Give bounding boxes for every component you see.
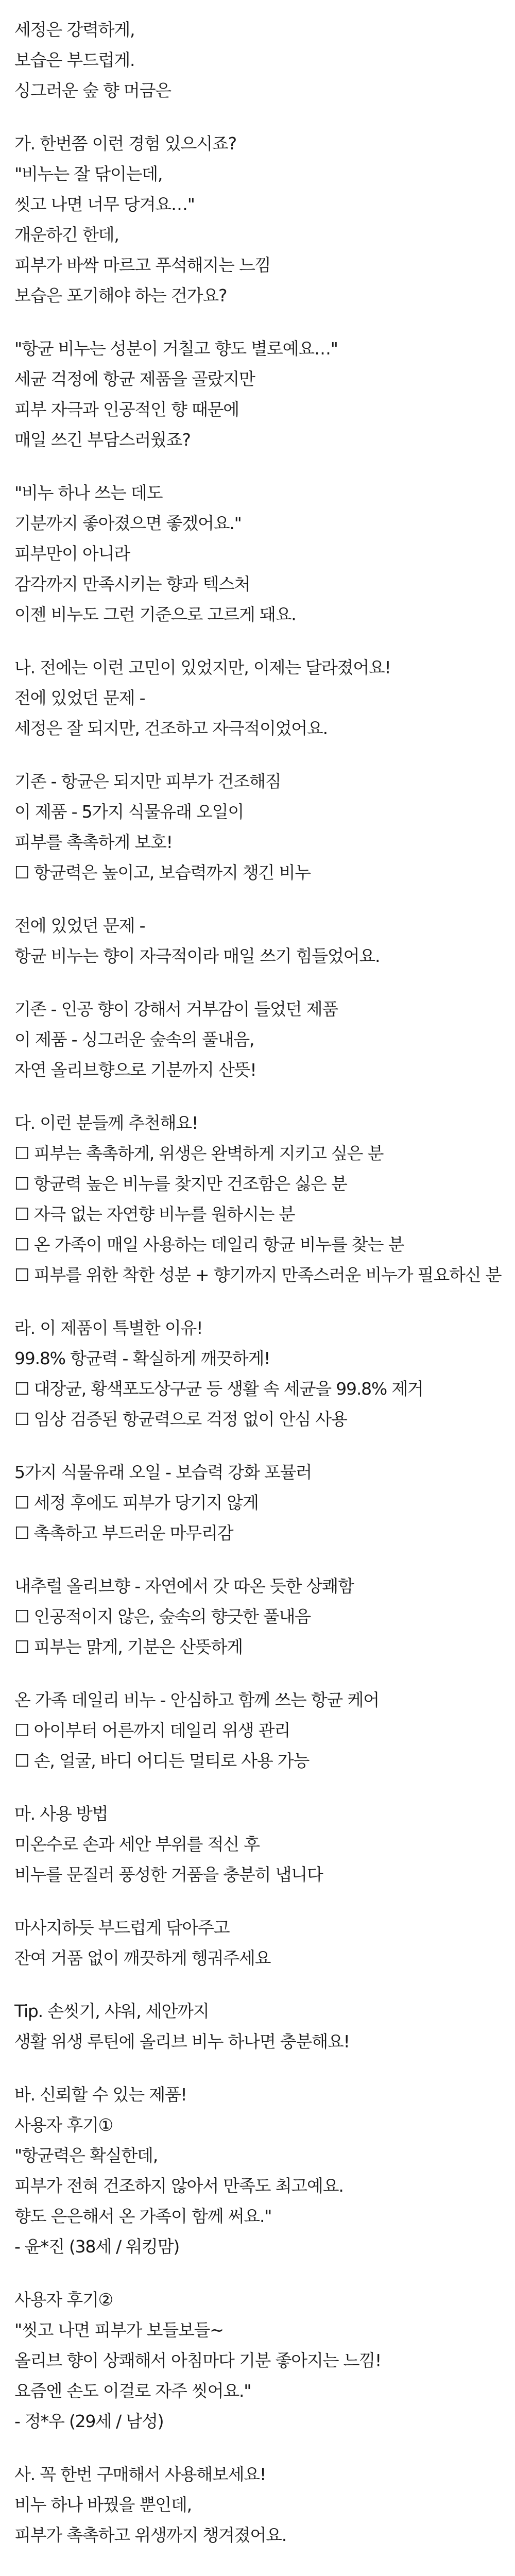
text-line: ☐ 항균력 높은 비누를 찾지만 건조함은 싫은 분 [14,1174,347,1194]
text-line: 감각까지 만족시키는 향과 텍스처 [14,574,250,594]
text-line: ☐ 인공적이지 않은, 숲속의 향긋한 풀내음 [14,1606,311,1626]
paragraph-spacer [14,630,504,652]
paragraph-spacer [14,1548,504,1571]
paragraph-spacer [14,971,504,994]
text-line [14,2573,504,2576]
paragraph-spacer [14,2550,504,2573]
text-line: Tip. 손씻기, 샤워, 세안까지 [14,2001,209,2021]
text-line: 라. 이 제품이 특별한 이유! [14,1318,203,1338]
text-line: 잔여 거품 없이 깨끗하게 헹궈주세요 [14,1948,271,1968]
text-line: 전에 있었던 문제 - [14,916,145,936]
paragraph-spacer [14,1662,504,1685]
text-line: ☐ 임상 검증된 항균력으로 걱정 없이 안심 사용 [14,1409,347,1429]
paragraph-spacer [14,1434,504,1457]
text-section [14,2459,504,2550]
text-section [14,1685,504,1776]
text-line: 비누를 문질러 풍성한 거품을 충분히 냅니다 [14,1865,323,1885]
text-line: 항균 비누는 향이 자극적이라 매일 쓰기 힘들었어요. [14,946,380,966]
paragraph-spacer [14,455,504,478]
text-line: 향도 은은해서 온 가족이 함께 써요." [14,2206,272,2226]
text-line: 이 제품 - 싱그러운 숲속의 풀내음, [14,1029,254,1049]
text-section [14,910,504,971]
text-line: 세정은 강력하게, [14,20,135,40]
text-line: 미온수로 손과 세안 부위를 적신 후 [14,1834,260,1854]
text-section [14,2079,504,2262]
text-section [14,333,504,455]
paragraph-spacer [14,888,504,910]
text-line: 5가지 식물유래 오일 - 보습력 강화 포뮬러 [14,1462,312,1482]
text-line: 기존 - 항균은 되지만 피부가 건조해짐 [14,771,281,791]
text-line: 세정은 잘 되지만, 건조하고 자극적이었어요. [14,718,328,738]
text-line: 세균 걱정에 항균 제품을 골랐지만 [14,369,255,389]
text-line: ☐ 자극 없는 자연향 비누를 원하시는 분 [14,1204,295,1224]
text-line: 피부가 바싹 마르고 푸석해지는 느낌 [14,255,271,275]
text-line: ☐ 촉촉하고 부드러운 마무리감 [14,1523,233,1543]
text-line: 올리브 향이 상쾌해서 아침마다 기분 좋아지는 느낌! [14,2350,382,2370]
text-line: ☐ 대장균, 황색포도상구균 등 생활 속 세균을 99.8% 제거 [14,1379,423,1399]
text-line: 기분까지 좋아졌으면 좋겠어요." [14,513,242,533]
text-section [14,1912,504,1973]
text-line: 전에 있었던 문제 - [14,688,145,708]
text-line: "씻고 나면 피부가 보들보들~ [14,2320,224,2340]
text-section [14,1457,504,1548]
text-section [14,128,504,311]
text-line: 자연 올리브향으로 기분까지 산뜻! [14,1060,256,1080]
text-line: 바. 신뢰할 수 있는 제품! [14,2084,187,2105]
text-line: 피부만이 아니라 [14,544,130,564]
text-line: ☐ 온 가족이 매일 사용하는 데일리 항균 비누를 찾는 분 [14,1234,404,1255]
text-line: 기존 - 인공 향이 강해서 거부감이 들었던 제품 [14,999,338,1019]
paragraph-spacer [14,743,504,766]
text-section [14,478,504,630]
text-line: 가. 한번쯤 이런 경험 있으시죠? [14,133,236,154]
text-line: 나. 전에는 이런 고민이 있었지만, 이제는 달라졌어요! [14,657,391,677]
text-line: ☐ 세정 후에도 피부가 당기지 않게 [14,1493,259,1513]
paragraph-spacer [14,2262,504,2284]
text-line: 피부가 촉촉하고 위생까지 챙겨졌어요. [14,2525,287,2545]
text-line: 피부를 촉촉하게 보호! [14,832,173,852]
text-line: 내추럴 올리브향 - 자연에서 갓 따온 듯한 상쾌함 [14,1576,354,1596]
text-section [14,1571,504,1662]
text-line: 싱그러운 숲 향 머금은 [14,80,171,100]
text-line: 이 제품 - 5가지 식물유래 오일이 [14,802,244,822]
text-line: "비누는 잘 닦이는데, [14,164,163,184]
text-line: 피부 자극과 인공적인 향 때문에 [14,399,239,419]
text-line: 생활 위생 루틴에 올리브 비누 하나면 충분해요! [14,2031,350,2052]
paragraph-spacer [14,311,504,333]
text-line: 사용자 후기① [14,2115,113,2135]
paragraph-spacer [14,106,504,128]
text-line: ☐ 아이부터 어른까지 데일리 위생 관리 [14,1720,290,1740]
text-line: 보습은 부드럽게. [14,50,135,70]
text-section [14,766,504,888]
text-section [14,1996,504,2057]
text-line: ☐ 피부는 맑게, 기분은 산뜻하게 [14,1637,243,1657]
text-line: 씻고 나면 너무 당겨요…" [14,194,195,214]
text-line: "비누 하나 쓰는 데도 [14,483,163,503]
paragraph-spacer [14,1973,504,1996]
text-line: 개운하긴 한데, [14,225,119,245]
paragraph-spacer [14,2057,504,2079]
text-section [14,994,504,1085]
text-line: 다. 이런 분들께 추천해요! [14,1113,198,1133]
text-section [14,1799,504,1890]
text-section [14,1108,504,1290]
paragraph-spacer [14,2436,504,2459]
paragraph-spacer [14,1085,504,1108]
text-line: 피부가 전혀 건조하지 않아서 만족도 최고예요. [14,2176,344,2196]
text-section [14,2573,504,2576]
text-line: 마. 사용 방법 [14,1804,108,1824]
text-line: ☐ 항균력은 높이고, 보습력까지 챙긴 비누 [14,862,311,883]
paragraph-spacer [14,1890,504,1912]
text-line: 매일 쓰긴 부담스러웠죠? [14,430,191,450]
text-line: ☐ 피부는 촉촉하게, 위생은 완벽하게 지키고 싶은 분 [14,1143,384,1163]
text-section [14,652,504,743]
text-line: 사. 꼭 한번 구매해서 사용해보세요! [14,2464,266,2484]
document-body [14,14,504,2576]
text-line: 99.8% 항균력 - 확실하게 깨끗하게! [14,1348,270,1368]
text-section [14,2284,504,2436]
text-section [14,1313,504,1434]
text-line: ☐ 피부를 위한 착한 성분 + 향기까지 만족스러운 비누가 필요하신 분 [14,1265,502,1285]
text-line: "항균 비누는 성분이 거칠고 향도 별로예요…" [14,338,338,359]
text-line: 비누 하나 바꿨을 뿐인데, [14,2495,192,2515]
text-line: - 정*우 (29세 / 남성) [14,2411,164,2431]
text-line: 온 가족 데일리 비누 - 안심하고 함께 쓰는 항균 케어 [14,1690,379,1710]
text-line: ☐ 손, 얼굴, 바디 어디든 멀티로 사용 가능 [14,1751,310,1771]
text-line: 이젠 비누도 그런 기준으로 고르게 돼요. [14,604,296,624]
text-section [14,14,504,106]
paragraph-spacer [14,1776,504,1799]
text-line: 요즘엔 손도 이걸로 자주 씻어요." [14,2381,251,2401]
text-line: 사용자 후기② [14,2290,113,2310]
text-line: "항균력은 확실한데, [14,2145,158,2165]
text-line: 보습은 포기해야 하는 건가요? [14,285,227,306]
text-line: - 윤*진 (38세 / 워킹맘) [14,2236,180,2257]
text-line: 마사지하듯 부드럽게 닦아주고 [14,1918,230,1938]
paragraph-spacer [14,1290,504,1313]
